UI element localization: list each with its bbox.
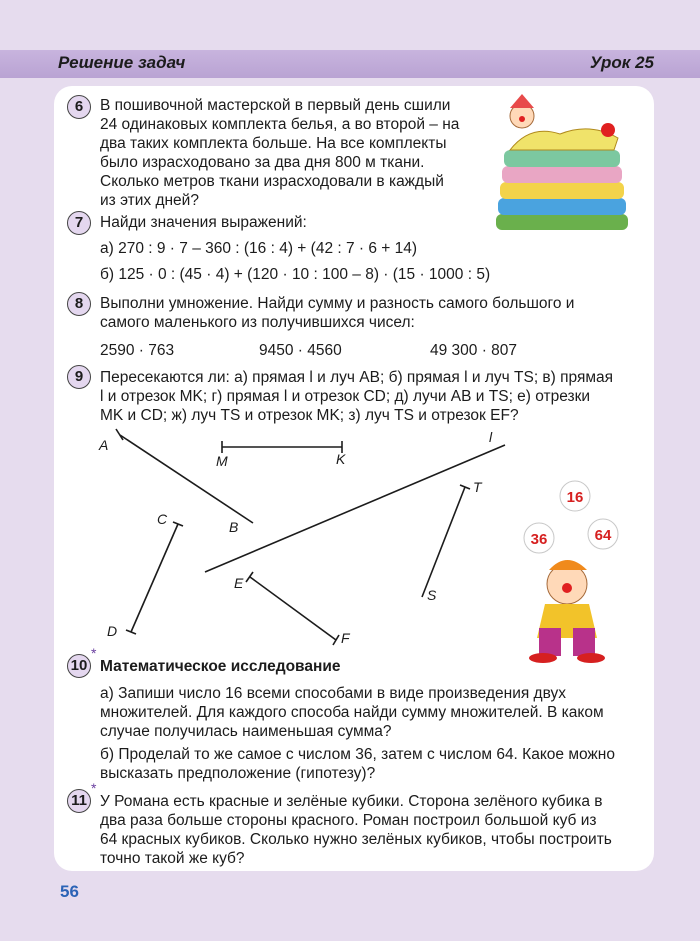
label-s: S bbox=[427, 587, 437, 603]
problem-10-b-line: б) Проделай то же самое с числом 36, затем с числом 64. Какое можно bbox=[100, 746, 615, 763]
problem-10-star: * bbox=[91, 645, 97, 661]
problem-6-number: 6 bbox=[67, 95, 91, 119]
ball-64: 64 bbox=[594, 527, 612, 544]
label-e: E bbox=[234, 575, 244, 591]
problem-11-line: два раза больше стороны красного. Роман построил большой куб из bbox=[100, 812, 597, 829]
lesson-label: Урок 25 bbox=[589, 53, 654, 72]
problem-8-expression-3: 49 300 · 807 bbox=[430, 342, 518, 359]
problem-11-line: точно такой же куб? bbox=[100, 850, 245, 867]
line-l bbox=[205, 445, 505, 572]
problem-7-expression-b: б) 125 · 0 : (45 · 4) + (120 · 10 : 100 – 8) · (15 · 1000 : 5) bbox=[100, 266, 491, 283]
ray-ab bbox=[120, 435, 253, 523]
problem-9-line: MK и CD; ж) луч TS и отрезок MK; з) луч TS и отрезок EF? bbox=[100, 407, 519, 424]
problem-10-a-line: а) Запиши число 16 всеми способами в виде произведения двух bbox=[100, 685, 566, 702]
label-b: B bbox=[229, 519, 239, 535]
problem-7-title: Найди значения выражений: bbox=[100, 214, 307, 231]
label-l: l bbox=[489, 429, 493, 445]
ball-16: 16 bbox=[566, 489, 584, 506]
problem-11-number: 11 bbox=[67, 789, 91, 813]
segment-cd bbox=[131, 524, 178, 632]
label-a: A bbox=[99, 437, 109, 453]
problem-10-a-line: случае получилась наименьшая сумма? bbox=[100, 723, 392, 740]
problem-9-line: l и отрезок MK; г) прямая l и отрезок CD; д) лучи AB и TS; е) отрезки bbox=[100, 388, 591, 405]
problem-7-number: 7 bbox=[67, 211, 91, 235]
problem-6-line: два таких комплекта больше. На все комплекты bbox=[100, 135, 447, 152]
problem-10-a-line: множителей. Для каждого способа найди сумму множителей. В каком bbox=[100, 704, 604, 721]
ray-ab-endmark bbox=[116, 429, 123, 440]
label-c: C bbox=[157, 511, 168, 527]
page-number: 56 bbox=[60, 882, 79, 901]
problem-10-number: 10 bbox=[67, 654, 91, 678]
problem-8-number: 8 bbox=[67, 292, 91, 316]
segment-ef bbox=[250, 577, 336, 640]
label-t: T bbox=[473, 479, 482, 495]
problem-9-number: 9 bbox=[67, 365, 91, 389]
juggling-clown-illustration bbox=[497, 478, 635, 663]
problem-8-expression-1: 2590 · 763 bbox=[100, 342, 175, 359]
segment-ef-endmark-f bbox=[333, 635, 339, 645]
section-title: Решение задач bbox=[58, 53, 186, 72]
segment-ef-endmark-e bbox=[246, 572, 253, 582]
problem-8-line: самого маленького из получившихся чисел: bbox=[100, 314, 415, 331]
problem-6-line: 24 одинаковых комплекта белья, а во второй – на bbox=[100, 116, 460, 133]
problem-10-title: Математическое исследование bbox=[100, 658, 341, 675]
label-f: F bbox=[341, 630, 350, 646]
problem-7-expression-a: а) 270 : 9 · 7 – 360 : (16 : 4) + (42 : 7 · 6 + 14) bbox=[100, 240, 418, 257]
problem-6-line: из этих дней? bbox=[100, 192, 199, 209]
problem-6-line: Сколько метров ткани израсходовали в каждый bbox=[100, 173, 444, 190]
problem-11-line: 64 красных кубиков. Сколько нужно зелёных кубиков, чтобы построить bbox=[100, 831, 612, 848]
problem-10-b-line: высказать предположение (гипотезу)? bbox=[100, 765, 376, 782]
problem-11-star: * bbox=[91, 780, 97, 796]
problem-9-line: Пересекаются ли: а) прямая l и луч AB; б) прямая l и луч TS; в) прямая bbox=[100, 369, 614, 386]
problem-10-part-b bbox=[100, 745, 641, 783]
ray-ts bbox=[422, 487, 465, 597]
problem-6-line: В пошивочной мастерской в первый день сшили bbox=[100, 97, 451, 114]
problem-11-text bbox=[100, 792, 641, 868]
label-m: M bbox=[216, 453, 228, 469]
problem-8-expression-2: 9450 · 4560 bbox=[259, 342, 342, 359]
label-d: D bbox=[107, 623, 118, 639]
problem-8-line: Выполни умножение. Найди сумму и разность самого большого и bbox=[100, 295, 575, 312]
label-k: K bbox=[336, 451, 346, 467]
ball-36: 36 bbox=[530, 531, 548, 548]
problem-6-line: было израсходовано за два дня 800 м ткани. bbox=[100, 154, 425, 171]
problem-10-part-a bbox=[100, 684, 641, 741]
problem-11-line: У Романа есть красные и зелёные кубики. Сторона зелёного кубика в bbox=[100, 793, 603, 810]
